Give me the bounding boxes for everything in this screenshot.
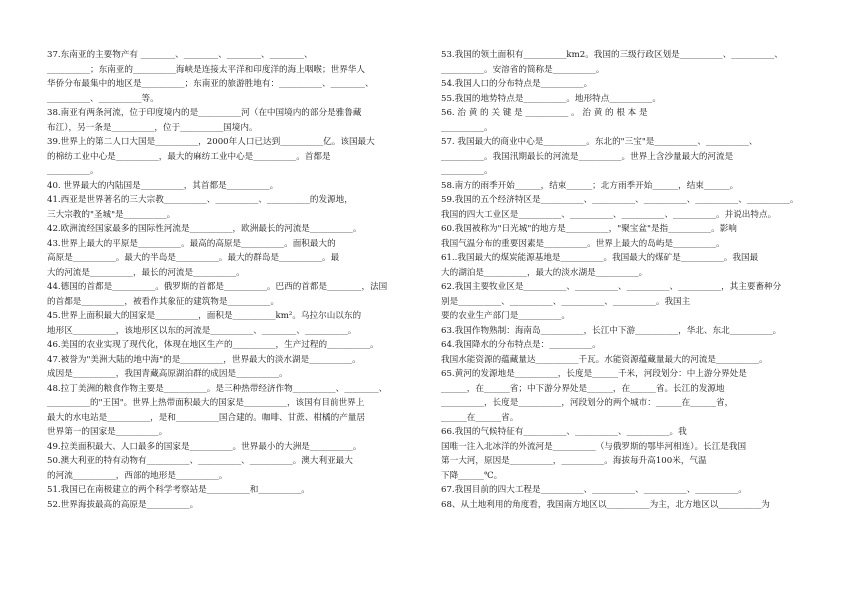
question-line: 58.南方的雨季开始______，结束______；北方雨季开始______，结束______。 [441,180,739,191]
question-line: 60.我国被称为"日光城"的地方是__________，"聚宝盆"是指__________。影响 [441,224,737,234]
question-line: 40. 世界最大的内陆国是__________，其首都是__________。 [47,180,279,191]
question-line: 的首都是__________，被看作其象征的建筑物是__________。 [47,296,280,307]
question-line: ______在______省。 [441,412,519,423]
question-line: 37.东南亚的主要物产有 ________、________、________、________、 [47,50,313,60]
question-line: 64.我国降水的分布特点是：__________。 [441,340,601,350]
question-line: 52.世界海拔最高的高原是__________。 [47,499,199,510]
question-line: __________的"王国"。世界上热带面积最大的国家是__________，该国有目前世界上 [47,398,365,408]
question-line: 我国水能资源的蕴藏量达__________千瓦。水能资源蕴藏量最大的河流是__________。 [441,354,768,365]
question-line: __________。 [441,122,493,133]
question-line: 第一大河，原因是__________，__________。海拔每升高100米，气温 [441,456,707,466]
question-line: 大的河流是__________，最长的河流是__________。 [47,267,245,278]
question-line: 42.欧洲流经国家最多的国际性河流是__________，欧洲最长的河流是__________。 [47,224,362,234]
left-column [47,48,428,512]
question-line: 最大的水电站是__________，是和__________国合建的。咖啡、甘蔗、柑橘的产量居 [47,412,365,423]
question-line: 的河流__________，西部的地形是__________。 [47,470,228,481]
question-line: __________。我国汛期最长的河流是__________。世界上含沙量最大的河流是 [441,151,734,162]
question-line: __________。安溶省的简称是__________。 [441,64,605,75]
question-line: __________。 [441,166,493,176]
question-line: 成因是__________，我国青藏高原湖泊群的成因是__________。 [47,369,288,379]
question-line: 45.世界上面积最大的国家是__________，面积是__________km²。乌拉尔山以东的 [47,311,362,321]
question-line: 我国的四大工业区是__________、__________、__________、__________。并说出特点。 [441,209,777,220]
question-line: 59.我国的五个经济特区是__________、__________、__________、__________、__________。 [441,195,799,205]
question-line: 43.世界上最大的平原是__________。最高的高原是__________。面积最大的 [47,238,336,249]
question-line: 41.西亚是世界著名的三大宗教__________、__________、__________的发源地， [47,195,353,205]
question-line: 65.黄河的发源地是__________，长度是______千米，河段划分：中上游分界处是 [441,369,747,379]
question-line: 我国气温分布的重要因素是__________。世界上最大的岛屿是__________。 [441,238,725,249]
question-line: 国唯一注入北冰洋的外流河是__________（与俄罗斯的鄂毕河相连）。长江是我国 [441,441,747,452]
question-line: 华侨分布最集中的地区是__________；东南亚的旅游胜地有：__________、________、 [47,79,374,89]
question-line: 53.我国的领土面积有__________km2。我国的三级行政区划是__________、__________、 [441,50,783,60]
question-line: 39.世界上的第二人口大国是__________，2000年人口已达到__________亿。该国最大 [47,137,375,147]
question-line: __________，长度是__________，河段划分的两个城市：______在______省， [441,398,734,408]
question-line: 高原是__________。最大的半岛是__________。最大的群岛是__________。最 [47,253,340,263]
question-line: 47.被誉为"美洲大陆的地中海"的是__________，世界最大的淡水湖是__________。 [47,354,361,365]
question-line: 63.我国作物熟制：海南岛__________，长江中下游__________，华北、东北__________。 [441,325,782,336]
question-line: 38.南亚有两条河流，位于印度境内的是__________河（在中国境内的部分是雅鲁藏 [47,108,362,118]
question-line: 地形区__________，该地形区以东的河流是__________、________、__________。 [47,325,357,336]
question-line: ______，在______省；中下游分界处是______，在______省。长江的发源地 [441,383,725,394]
question-line: 56. 治 黄 的 关 键 是 __________ 。 治 黄 的 根 本 是 [441,108,648,118]
question-line: __________。 [47,166,99,176]
question-line: __________、__________等。 [47,93,159,104]
question-line: 61..我国最大的煤炭能源基地是__________。我国最大的煤矿是__________。我国最 [441,253,759,263]
question-line: 50.澳大利亚的特有动物有__________、__________、__________。澳大利亚最大 [47,456,353,466]
question-line: 大的湖泊是__________，最大的淡水湖是__________。 [441,267,648,278]
question-line: 别是__________、__________、__________、__________。我国主 [441,296,691,307]
question-line: 54.我国人口的分布特点是__________。 [441,79,593,89]
question-line: 下降______℃。 [441,470,503,481]
question-line: 布江），另一条是__________，位于__________国境内。 [47,122,258,133]
question-line: 66.我国的气候特征有__________、__________、__________。我 [441,427,687,437]
question-line: 46.美国的农业实现了现代化，体现在地区生产的__________，生产过程的__________。 [47,340,379,350]
question-line: 的棉纺工业中心是__________，最大的麻纺工业中心是__________。首都是 [47,151,331,162]
question-line: 49.拉美面积最大、人口最多的国家是__________。世界最小的大洲是__________。 [47,441,362,452]
question-line: 55.我国的地势特点是__________。地形特点__________。 [441,93,661,104]
question-line: 48.拉丁美洲的粮食作物主要是__________。是三种热带经济作物__________、________、 [47,383,388,394]
question-line: 三大宗教的"圣城"是__________。 [47,209,176,220]
right-column [441,48,815,512]
question-line: 57. 我国最大的商业中心是__________。东北的"三宝"是__________、__________、 [441,137,758,147]
question-line: 世界第一的国家是__________。 [47,427,168,437]
question-line: 要的农业生产部门是__________。 [441,311,570,321]
question-line: 67.我国目前的四大工程是__________、__________、__________、__________。 [441,485,747,495]
question-line: 62.我国主要牧业区是__________、__________、__________、__________，其主要畜种分 [441,282,782,292]
question-line: 51.我国已在南极建立的两个科学考察站是__________和__________。 [47,485,310,495]
question-line: 44.德国的首都是__________。俄罗斯的首都是__________。巴西的首都是________，法国 [47,282,388,292]
question-line: 68、从土地利用的角度看，我国南方地区以__________为主，北方地区以__________为 [441,499,770,510]
question-line: __________；东南亚的__________海峡是连接太平洋和印度洋的海上咽喉；世界华人 [47,64,365,75]
